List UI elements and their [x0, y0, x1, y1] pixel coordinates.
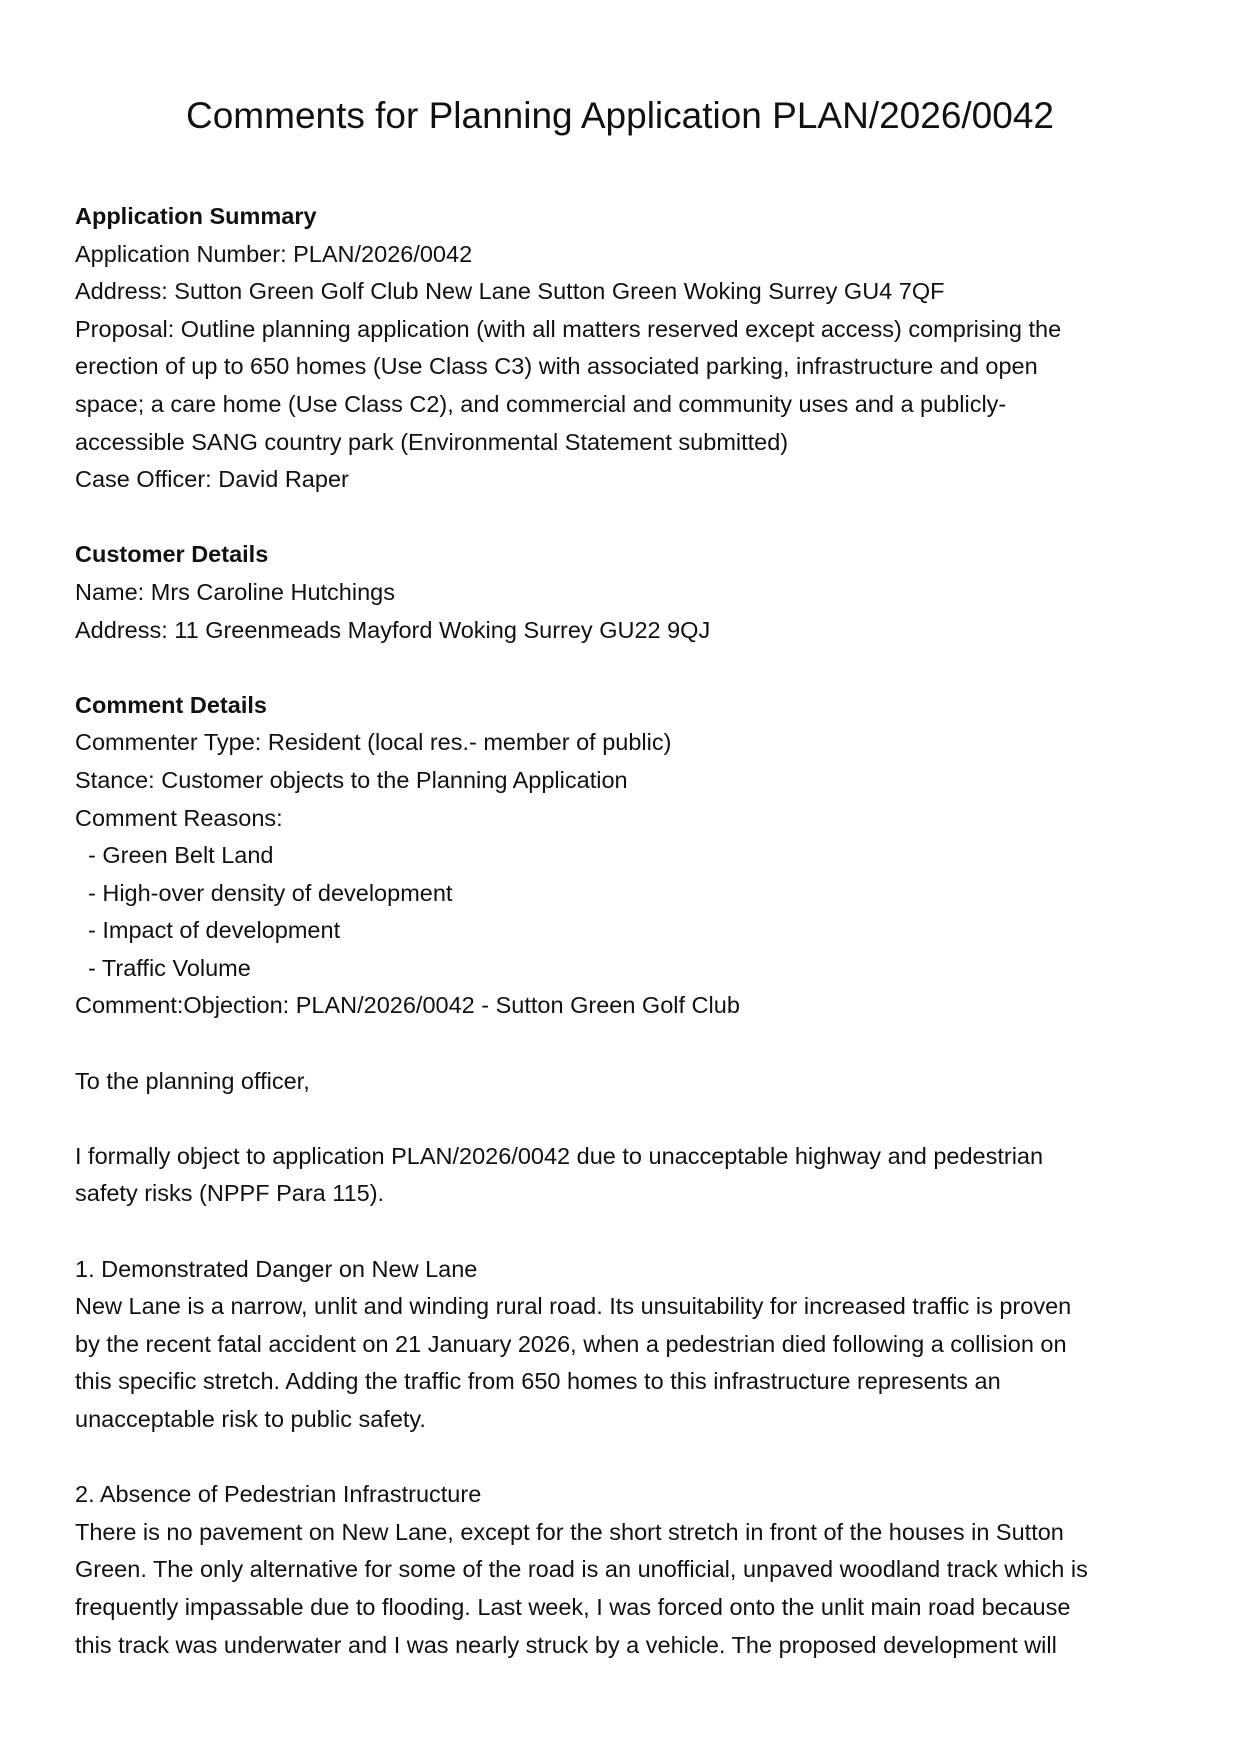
stance: Stance: Customer objects to the Planning Application: [75, 766, 628, 793]
customer-details-heading: Customer Details: [75, 541, 269, 568]
paragraph-line: There is no pavement on New Lane, except for the short stretch in front of the houses in Sutton: [75, 1518, 1064, 1545]
proposal-line: accessible SANG country park (Environmental Statement submitted): [75, 428, 789, 455]
customer-details-section: [75, 536, 1185, 649]
objection-paragraph: [75, 1138, 1185, 1213]
comment-reason-item: - Traffic Volume: [88, 954, 251, 981]
customer-address: Address: 11 Greenmeads Mayford Woking Surrey GU22 9QJ: [75, 616, 711, 643]
application-summary-section: [75, 198, 1185, 499]
section-1: [75, 1251, 1185, 1439]
paragraph-line: unacceptable risk to public safety.: [75, 1406, 426, 1432]
comment-details-section: [75, 687, 1185, 1025]
paragraph-line: this track was underwater and I was nearly struck by a vehicle. The proposed development will: [75, 1631, 1057, 1658]
application-number: Application Number: PLAN/2026/0042: [75, 240, 473, 267]
spacer: [75, 499, 1185, 537]
comment-reasons-label: Comment Reasons:: [75, 804, 283, 831]
spacer: [75, 1100, 1185, 1138]
comment-reason-item: - Green Belt Land: [88, 842, 274, 869]
proposal-line: erection of up to 650 homes (Use Class C3) with associated parking, infrastructure and open: [75, 353, 1038, 380]
commenter-type: Commenter Type: Resident (local res.- member of public): [75, 729, 672, 756]
paragraph-line: I formally object to application PLAN/2026/0042 due to unacceptable highway and pedestrian: [75, 1142, 1044, 1169]
paragraph-line: by the recent fatal accident on 21 January 2026, when a pedestrian died following a collision on: [75, 1330, 1067, 1357]
paragraph-line: safety risks (NPPF Para 115).: [75, 1180, 385, 1207]
comment-intro: Comment:Objection: PLAN/2026/0042 - Sutton Green Golf Club: [75, 992, 740, 1019]
proposal-line: Proposal: Outline planning application (with all matters reserved except access) comprising the: [75, 315, 1062, 342]
comment-reason-item: - High-over density of development: [88, 879, 453, 906]
case-officer: Case Officer: David Raper: [75, 466, 349, 493]
comment-details-heading: Comment Details: [75, 691, 267, 718]
spacer: [75, 649, 1185, 687]
spacer: [75, 1025, 1185, 1063]
spacer: [75, 1213, 1185, 1251]
spacer: [75, 1439, 1185, 1477]
customer-name: Name: Mrs Caroline Hutchings: [75, 578, 395, 605]
section-2-heading: 2. Absence of Pedestrian Infrastructure: [75, 1481, 482, 1508]
page-title: Comments for Planning Application PLAN/2026/0042: [186, 95, 1054, 136]
paragraph-line: this specific stretch. Adding the traffic from 650 homes to this infrastructure represents an: [75, 1368, 1001, 1395]
application-address: Address: Sutton Green Golf Club New Lane Sutton Green Woking Surrey GU4 7QF: [75, 278, 945, 305]
letter-salutation: To the planning officer,: [75, 1067, 310, 1094]
section-2: [75, 1476, 1185, 1664]
section-1-heading: 1. Demonstrated Danger on New Lane: [75, 1255, 478, 1282]
document-body: [75, 198, 1185, 1664]
paragraph-line: New Lane is a narrow, unlit and winding rural road. Its unsuitability for increased traffic is proven: [75, 1293, 1072, 1320]
application-summary-heading: Application Summary: [75, 203, 317, 229]
comment-reason-item: - Impact of development: [88, 917, 341, 944]
paragraph-line: frequently impassable due to flooding. Last week, I was forced onto the unlit main road because: [75, 1593, 1071, 1620]
proposal-line: space; a care home (Use Class C2), and commercial and community uses and a publicly-: [75, 390, 1007, 417]
paragraph-line: Green. The only alternative for some of the road is an unofficial, unpaved woodland track which is: [75, 1556, 1088, 1583]
